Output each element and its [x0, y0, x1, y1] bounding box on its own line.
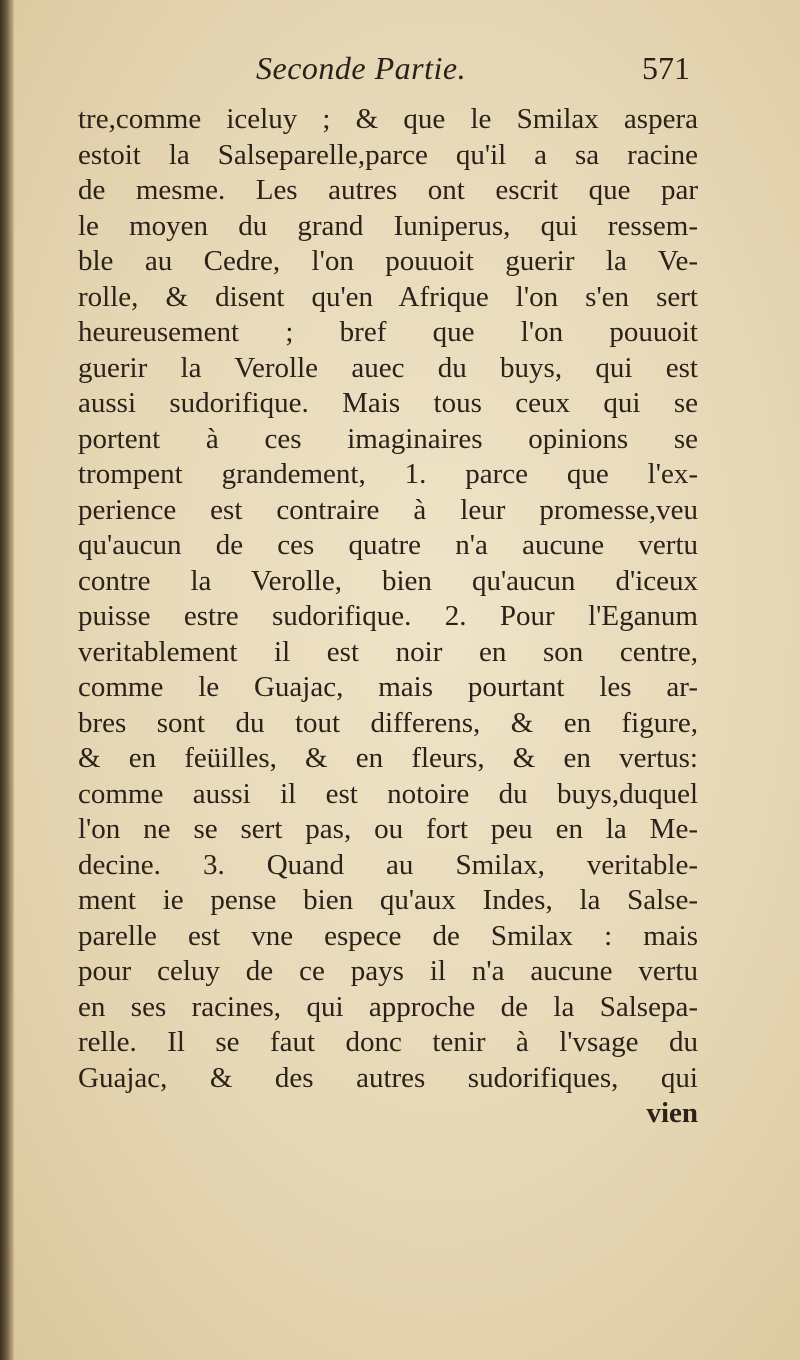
catchword: vien: [646, 1097, 698, 1129]
text-line: en ses racines, qui approche de la Salsepa-: [78, 990, 698, 1023]
text-line: ble au Cedre, l'on pouuoit guerir la Ve-: [78, 245, 698, 277]
text-line: heureusement ; bref que l'on pouuoit: [78, 316, 698, 348]
running-head: Seconde Partie.: [256, 50, 467, 86]
text-line: comme aussi il est notoire du buys,duquel: [78, 777, 698, 810]
text-line: comme le Guajac, mais pourtant les ar-: [78, 671, 698, 703]
text-line: estoit la Salseparelle,parce qu'il a sa racine: [78, 138, 698, 171]
text-line: & en feüilles, & en fleurs, & en vertus:: [78, 742, 698, 774]
text-line: veritablement il est noir en son centre,: [78, 635, 698, 668]
binding-gutter: [0, 0, 14, 1360]
text-line: guerir la Verolle auec du buys, qui est: [78, 351, 698, 384]
text-line: ment ie pense bien qu'aux Indes, la Salse-: [78, 884, 698, 916]
text-line: le moyen du grand Iuniperus, qui ressem-: [78, 209, 698, 242]
text-line: rolle, & disent qu'en Afrique l'on s'en sert: [78, 280, 698, 313]
text-line: relle. Il se faut donc tenir à l'vsage du: [78, 1026, 698, 1058]
page-header: [80, 50, 690, 100]
text-line: pour celuy de ce pays il n'a aucune vertu: [78, 955, 698, 987]
text-line: portent à ces imaginaires opinions se: [78, 422, 698, 455]
text-line: l'on ne se sert pas, ou fort peu en la Me-: [78, 813, 698, 845]
body-text: [78, 102, 698, 1132]
page-number: 571: [642, 50, 690, 86]
text-line: puisse estre sudorifique. 2. Pour l'Eganum: [78, 600, 698, 632]
text-line: trompent grandement, 1. parce que l'ex-: [78, 458, 698, 490]
text-line: bres sont du tout differens, & en figure,: [78, 706, 698, 739]
text-line: decine. 3. Quand au Smilax, veritable-: [78, 848, 698, 881]
text-line: perience est contraire à leur promesse,veu: [78, 493, 698, 526]
text-line: Guajac, & des autres sudorifiques, qui: [78, 1061, 698, 1094]
text-line: parelle est vne espece de Smilax : mais: [78, 919, 698, 952]
text-line: tre,comme iceluy ; & que le Smilax aspera: [78, 103, 698, 135]
text-line: contre la Verolle, bien qu'aucun d'iceux: [78, 564, 698, 597]
text-line: de mesme. Les autres ont escrit que par: [78, 174, 698, 206]
text-line: qu'aucun de ces quatre n'a aucune vertu: [78, 529, 698, 561]
text-line: aussi sudorifique. Mais tous ceux qui se: [78, 387, 698, 419]
